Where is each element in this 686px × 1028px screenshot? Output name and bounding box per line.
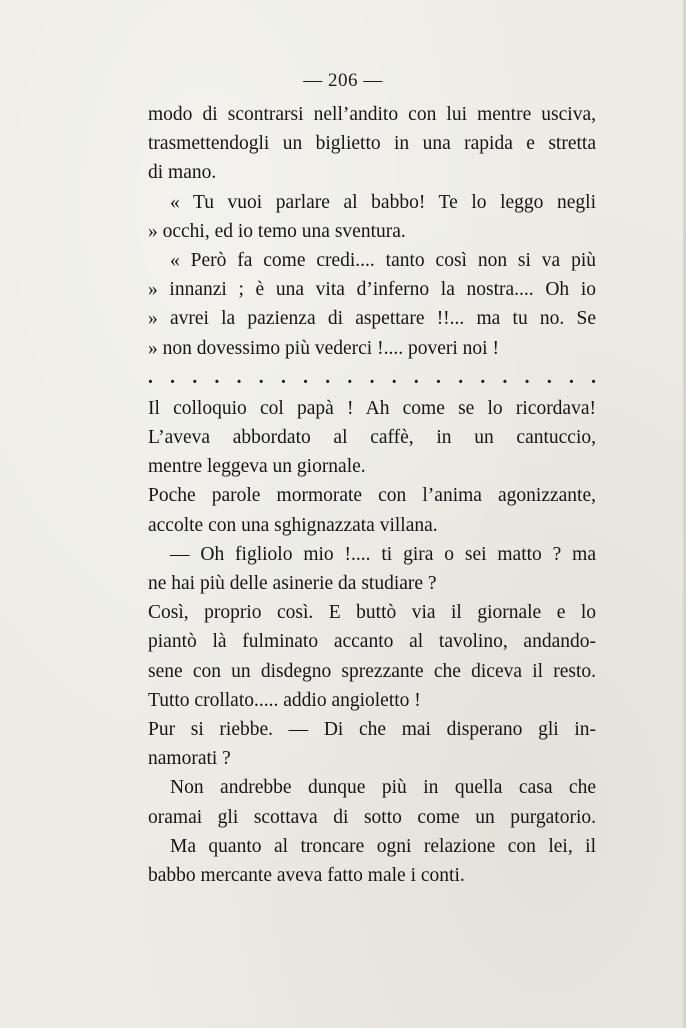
text-line: Pur si riebbe. — Di che mai disperano gli in- xyxy=(148,718,596,740)
text-line: » avrei la pazienza di aspettare !!... ma tu no. Se xyxy=(148,308,596,330)
page-number: — 206 — xyxy=(303,70,383,91)
text-line: » non dovessimo più vederci !.... poveri noi ! xyxy=(148,337,499,359)
text-line: Ma quanto al troncare ogni relazione con lei, il xyxy=(170,835,596,857)
text-line: « Tu vuoi parlare al babbo! Te lo leggo negli xyxy=(170,191,596,213)
text-line: — Oh figliolo mio !.... ti gira o sei matto ? ma xyxy=(170,543,596,565)
text-line: » occhi, ed io temo una sventura. xyxy=(148,220,406,242)
text-line: mentre leggeva un giornale. xyxy=(148,456,366,478)
text-line: Poche parole mormorate con l’anima agonizzante, xyxy=(148,485,596,507)
text-line: Così, proprio così. E buttò via il giornale e lo xyxy=(148,602,596,624)
text-line: ne hai più delle asinerie da studiare ? xyxy=(148,573,437,594)
body-text xyxy=(148,100,596,890)
text-line: piantò là fulminato accanto al tavolino, andando- xyxy=(148,631,596,653)
text-line: trasmettendogli un biglietto in una rapida e stretta xyxy=(148,133,596,155)
text-line: sene con un disdegno sprezzante che diceva il resto. xyxy=(148,660,596,682)
text-line: accolte con una sghignazzata villana. xyxy=(148,514,438,536)
text-line: Tutto crollato..... addio angioletto ! xyxy=(148,689,421,711)
text-line: Non andrebbe dunque più in quella casa che xyxy=(170,777,596,799)
text-line: babbo mercante aveva fatto male i conti. xyxy=(148,864,465,886)
text-line: namorati ? xyxy=(148,748,231,770)
text-line: L’aveva abbordato al caffè, in un cantuccio, xyxy=(148,427,596,449)
text-line: « Però fa come credi.... tanto così non si va più xyxy=(170,249,596,271)
text-line: di mano. xyxy=(148,162,217,184)
text-line: Il colloquio col papà ! Ah come se lo ricordava! xyxy=(148,397,596,419)
text-line: modo di scontrarsi nell’andito con lui mentre usciva, xyxy=(148,104,596,125)
ellipsis-separator: . . . . . . . . . . . . . . . . . . . . . xyxy=(148,366,596,388)
text-line: » innanzi ; è una vita d’inferno la nostra.... Oh io xyxy=(148,279,596,301)
text-line: oramai gli scottava di sotto come un purgatorio. xyxy=(148,806,596,828)
